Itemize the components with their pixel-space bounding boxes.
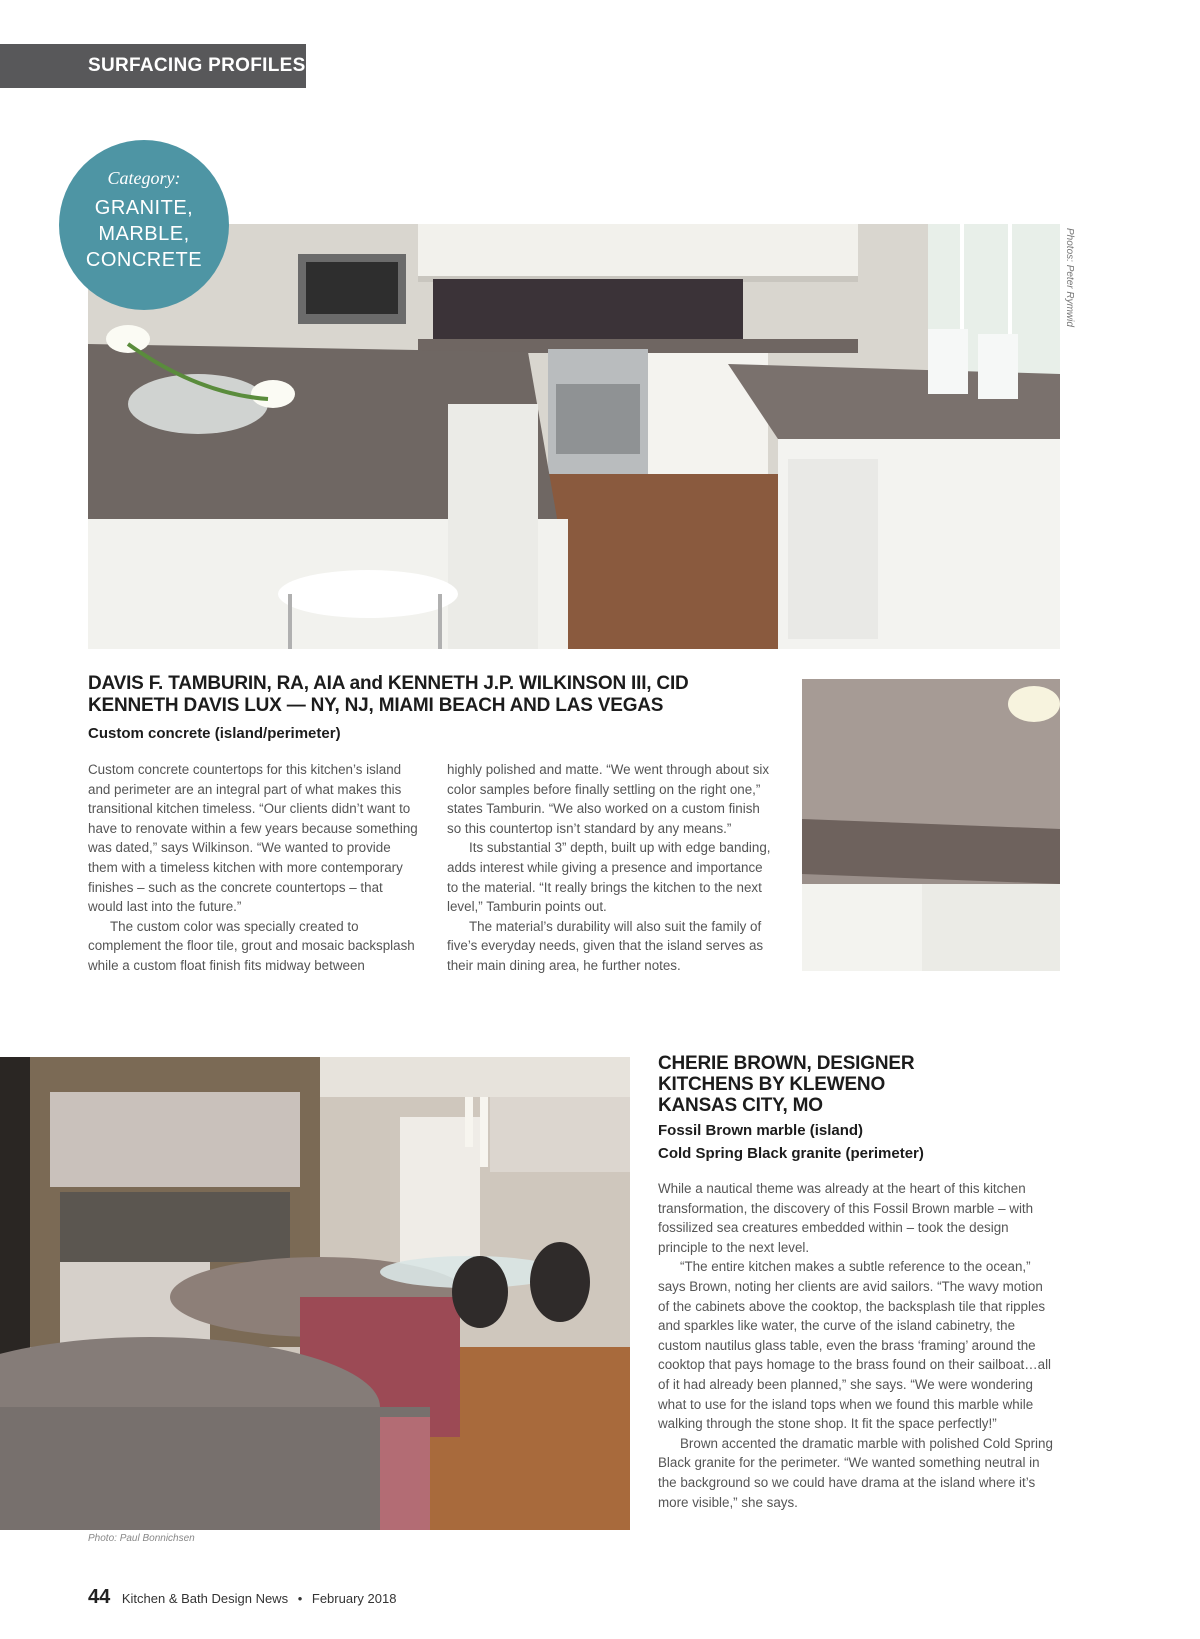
body-paragraph: Its substantial 3” depth, built up with edge banding, adds interest while giving a presence and importance to the material. “It really brings the kitchen to the next level,” Tamburin points out. xyxy=(447,840,771,915)
headline-line: DAVIS F. TAMBURIN, RA, AIA and KENNETH J.P. WILKINSON III, CID xyxy=(88,673,689,694)
kitchen-photo-concrete xyxy=(88,224,1060,649)
headline-line: KENNETH DAVIS LUX — NY, NJ, MIAMI BEACH AND LAS VEGAS xyxy=(88,695,664,716)
headline-line: KITCHENS BY KLEWENO xyxy=(658,1074,886,1095)
publication-name: Kitchen & Bath Design News xyxy=(121,1591,289,1606)
article2-material: Fossil Brown marble (island) xyxy=(658,1122,864,1139)
body-paragraph: Custom concrete countertops for this kitchen’s island and perimeter are an integral part of what makes this transitional kitchen timeless. “Our clients didn’t want to have to renovate within a few years because something was dated,” says Wilkinson. “We wanted to provide them with a timeless kitchen with more contemporary finishes – such as the concrete countertops – that would last into the future.” xyxy=(88,762,418,915)
body-paragraph: highly polished and matte. “We went through about six color samples before finally settling on the right one,” states Tamburin. “We also worked on a custom finish so this countertop isn’t standard by any means.” xyxy=(447,762,770,836)
photo-credit-bottom: Photo: Paul Bonnichsen xyxy=(88,1533,195,1544)
body-paragraph: The material’s durability will also suit the family of five’s everyday needs, given that the island serves as their main dining area, he further notes. xyxy=(447,918,764,973)
article1-headline xyxy=(88,673,778,717)
category-type: GRANITE, xyxy=(94,197,194,219)
footer-separator: • xyxy=(297,1591,303,1606)
category-type: CONCRETE xyxy=(85,249,203,271)
category-badge xyxy=(59,140,229,310)
issue-date: February 2018 xyxy=(311,1591,397,1606)
body-paragraph: “The entire kitchen makes a subtle reference to the ocean,” says Brown, noting her clients are avid sailors. “The wavy motion of the cabinets above the cooktop, the backsplash tile that ripples and sparkles like water, the curve of the island cabinetry, the custom nautilus glass table, even the brass ‘framing’ around the cooktop that pays homage to the brass found on their sailboat…all of it had already been planned,” she says. “We were wondering what to use for the island tops when we found this marble while walking through the stone shop. It fit the space perfectly!” xyxy=(658,1259,1052,1432)
body-paragraph: Brown accented the dramatic marble with polished Cold Spring Black granite for the perimeter. “We wanted something neutral in the background so we could have drama at the island where it’s more visible,” she says. xyxy=(658,1435,1053,1510)
article1-column-1 xyxy=(88,760,418,976)
photo-credit-top: Photos: Peter Rymwid xyxy=(1064,228,1075,327)
article2-headline xyxy=(658,1053,1060,1116)
page-number: 44 xyxy=(88,1586,111,1608)
headline-line: CHERIE BROWN, DESIGNER xyxy=(658,1053,915,1074)
article1-material: Custom concrete (island/perimeter) xyxy=(88,725,341,742)
body-paragraph: The custom color was specially created to complement the floor tile, grout and mosaic backsplash while a custom float finish fits midway between xyxy=(88,918,415,973)
countertop-detail-photo xyxy=(802,679,1060,971)
article2-body xyxy=(658,1179,1054,1512)
article1-column-2 xyxy=(447,760,777,976)
category-label: Category: xyxy=(107,168,181,188)
section-label: SURFACING PROFILES xyxy=(0,44,306,88)
kitchen-photo-marble xyxy=(0,1057,630,1530)
article2-material: Cold Spring Black granite (perimeter) xyxy=(658,1145,924,1162)
category-type: MARBLE, xyxy=(98,223,190,245)
headline-line: KANSAS CITY, MO xyxy=(658,1095,823,1116)
page-footer xyxy=(88,1585,396,1609)
body-paragraph: While a nautical theme was already at the heart of this kitchen transformation, the discovery of this Fossil Brown marble – with fossilized sea creatures embedded within – took the design principle to the next level. xyxy=(658,1181,1034,1255)
